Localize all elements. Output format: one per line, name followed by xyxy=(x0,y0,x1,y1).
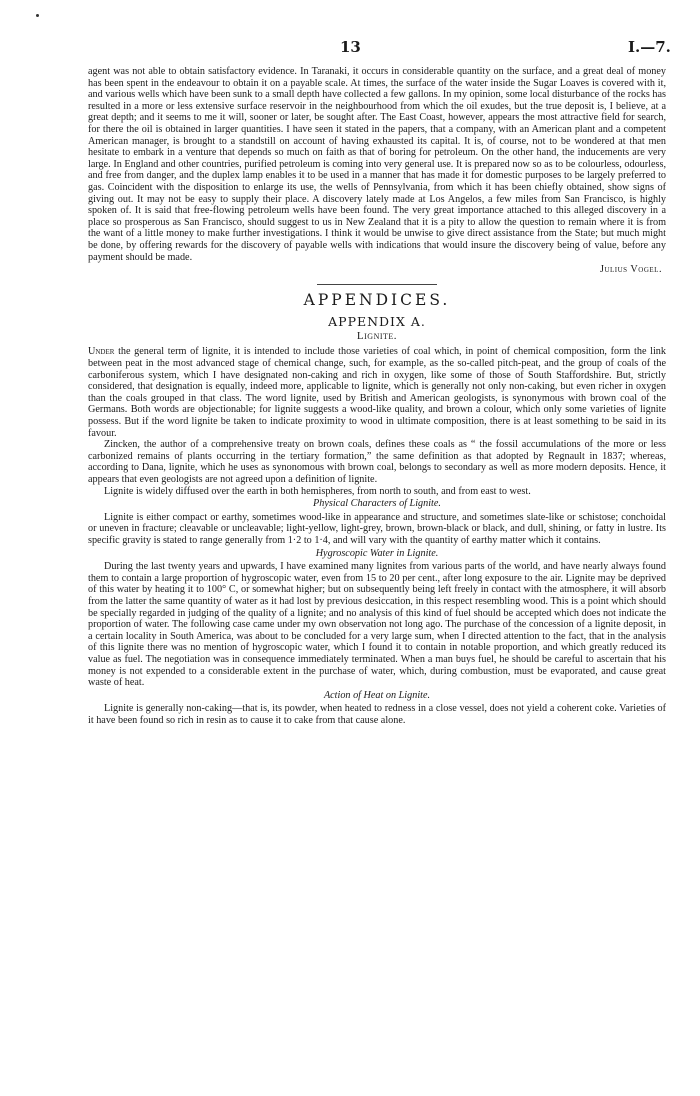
section-heading-heat: Action of Heat on Lignite. xyxy=(323,689,431,701)
section-heading-physical: Physical Characters of Lignite. xyxy=(313,498,441,510)
appendix-subtitle: Lignite. xyxy=(356,329,398,342)
page-body xyxy=(88,66,666,726)
drop-lead-word: Under xyxy=(88,346,115,358)
section-text-hygroscopic: During the last twenty years and upwards, I have examined many lignites from various parts of the world, and have nearly always found them to contain a large proportion of hygroscopic water, even from 15 to 20 per cent., after long exposure to the air. Lignite may be deprived of this water by heating it to 100° C, or somewhat higher; but on subsequently being left freely in contact with the atmosphere, it will absorb from the latter the same quantity of water as it had lost by previous desiccation, in this respect resembling wood. This is a point which should be specially regarded in judging of the quality of a lignite; and no analysis of this kind of fuel should be accepted which does not indicate the proportion of water. The following case came under my own observation not long ago. The purchase of the concession of a lignite deposit, in a certain locality in South America, was about to be concluded for a very large sum, when I directed attention to the fact, that in the analysis of this lignite there was no mention of hygroscopic water, which I found it to contain in notable proportion, and which greatly reduced its value as fuel. The negotiation was in consequence immediately terminated. When a man buys fuel, he should be careful to ascertain that his money is not expended to a considerable extent in the purchase of water, which, during combustion, must be evaporated, and cause great waste of heat. xyxy=(88,561,666,689)
section-divider xyxy=(317,284,437,285)
margin-mark xyxy=(36,14,39,17)
document-reference: I.—7. xyxy=(628,38,671,56)
section-text-heat: Lignite is generally non-caking—that is, its powder, when heated to redness in a close vessel, does not yield a coherent coke. Varieties of it have been found so rich in resin as to cause it to cake from that cause alone. xyxy=(88,703,666,726)
diffusion-paragraph: Lignite is widely diffused over the earth in both hemispheres, from north to south, and from east to west. xyxy=(104,485,531,497)
appendix-a-heading: APPENDIX A. xyxy=(328,314,426,330)
page-number: 13 xyxy=(340,38,361,56)
zincken-paragraph: Zincken, the author of a comprehensive treaty on brown coals, defines these coals as “ the fossil accumulations of the more or less carbonized remains of plants occurring in the tertiary formation,” the same definition as that adopted by Regnault in 1837; whereas, according to Dana, lignite, which he uses as synonomous with brown coal, belongs to secondary as well as more modern deposits. Hence, it appears that even geologists are not agreed upon a definition of lignite. xyxy=(88,439,666,485)
lignite-definition-paragraph xyxy=(88,346,666,439)
signature: Julius Vogel. xyxy=(599,264,662,276)
lignite-definition-text: the general term of lignite, it is intended to include those varieties of coal which, in point of chemical composition, form the link between peat in the most advanced stage of chemical change, such, for example, as the so-called pitch-peat, and the group of coals of the carboniferous system, which I have designated non-caking and rich in oxygen, like some of those of South Staffordshire. But, strictly considered, that designation is equally, indeed more, applicable to lignite, which is generally not only non-caking, but even richer in oxygen than the coals grouped in that class. The word lignite, used by British and American geologists, is synonymous with brown coal of the Germans. Both words are objectionable; for lignite suggests a wood-like quality, and brown a colour, which only some varieties of lignite possess. But if the word lignite be taken to indicate proximity to wood in ultimate composition, there is at least something to be said in its favour. xyxy=(88,346,666,439)
section-heading-hygroscopic: Hygroscopic Water in Lignite. xyxy=(315,547,439,559)
appendices-heading: APPENDICES. xyxy=(303,290,451,309)
section-text-physical: Lignite is either compact or earthy, sometimes wood-like in appearance and structure, and sometimes slate-like or schistose; conchoidal or uneven in fracture; cleavable or uncleavable; light-yellow, light-grey, brown, brown-black or black, and dull, shining, or fatty in lustre. Its specific gravity is stated to range generally from 1·2 to 1·4, and will vary with the quantity of earthy matter which it contains. xyxy=(88,511,666,546)
intro-paragraph: agent was not able to obtain satisfactory evidence. In Taranaki, it occurs in considerable quantity on the surface, and a great deal of money has been spent in the endeavour to obtain it on a payable scale. At times, the surface of the water inside the Sugar Loaves is covered with it, and various wells which have been sunk to a small depth have collected a few gallons. In my opinion, some local disturbance of the rocks has resulted in a more or less extensive surface reservoir in the neighbourhood from which the oil exudes, but the true deposit is, I believe, at a great depth; and it seems to me it will, sooner or later, be sought after. The East Coast, however, appears the most attractive field for search, for there the oil is obtained in larger quantities. I have seen it stated in the papers, that a company, with an American plant and a competent American manager, is brought to a standstill on account of having exhausted its capital. It is, of course, not to be wondered at that men hesitate to embark in a venture that depends so much on faith as that of boring for petroleum. On the other hand, the inducements are very large. In England and other countries, purified petroleum is coming into very general use. It is prepared now so as to be colourless, odourless, and free from danger, and the duplex lamp enables it to be used in a manner that has made it for domestic purposes to be largely preferred to gas. Coincident with the disposition to enlarge its use, the wells of Pennsylvania, from which it has been chiefly obtained, show signs of giving out. It may not be easy to supply their place. A discovery lately made at Los Angelos, a few miles from San Francisco, is highly spoken of. It is said that free-flowing petroleum wells have been found. The very great importance attached to this alleged discovery in a place so prosperous as San Francisco, should suggest to us in New Zealand that it is a pity to allow the question to remain where it is from the want of a little money to make further investigations. I think it would be unwise to give direct assistance from the State; but much might be done, by offering rewards for the discovery of payable wells with indications that would insure the discovery being of value, before any payment should be made. xyxy=(88,66,666,263)
